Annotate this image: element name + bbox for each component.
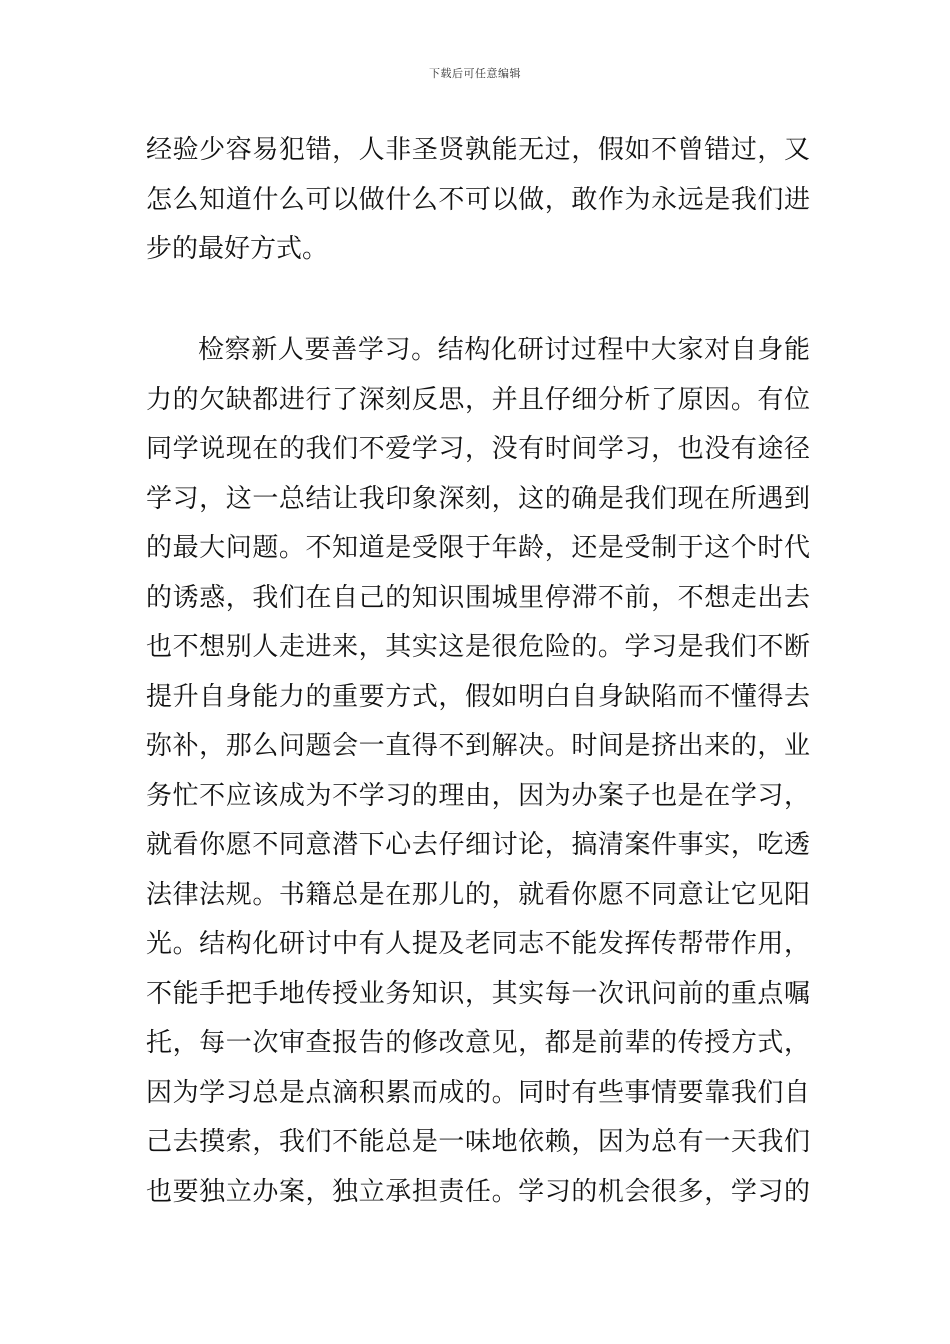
text-line: 不能手把手地传授业务知识，其实每一次讯问前的重点嘱 <box>146 978 810 1009</box>
text-line: 也要独立办案，独立承担责任。学习的机会很多，学习的 <box>146 1176 810 1207</box>
text-line: 也不想别人走进来，其实这是很危险的。学习是我们不断 <box>146 632 810 662</box>
text-line: 力的欠缺都进行了深刻反思，并且仔细分析了原因。有位 <box>146 384 810 415</box>
text-line: 务忙不应该成为不学习的理由，因为办案子也是在学习， <box>146 780 810 811</box>
text-line: 光。结构化研讨中有人提及老同志不能发挥传帮带作用， <box>146 929 810 959</box>
header-note: 下载后可任意编辑 <box>429 67 521 80</box>
text-line: 同学说现在的我们不爱学习，没有时间学习，也没有途径 <box>146 434 810 464</box>
text-line: 己去摸索，我们不能总是一味地依赖，因为总有一天我们 <box>146 1127 810 1157</box>
text-line: 提升自身能力的重要方式，假如明白自身缺陷而不懂得去 <box>146 681 810 712</box>
text-line: 就看你愿不同意潜下心去仔细讨论，搞清案件事实，吃透 <box>146 830 810 860</box>
text-line: 怎么知道什么可以做什么不可以做，敢作为永远是我们进 <box>146 184 810 215</box>
text-line: 因为学习总是点滴积累而成的。同时有些事情要靠我们自 <box>146 1077 810 1108</box>
text-line: 托，每一次审查报告的修改意见，都是前辈的传授方式， <box>146 1028 810 1058</box>
text-line: 的最大问题。不知道是受限于年龄，还是受制于这个时代 <box>146 533 810 563</box>
text-line: 法律法规。书籍总是在那儿的，就看你愿不同意让它见阳 <box>146 879 810 910</box>
text-line: 弥补，那么问题会一直得不到解决。时间是挤出来的，业 <box>146 731 810 761</box>
text-line: 学习，这一总结让我印象深刻，这的确是我们现在所遇到 <box>146 483 810 514</box>
paragraph-2 <box>146 326 810 1217</box>
text-line: 步的最好方式。 <box>146 234 329 264</box>
text-line: 经验少容易犯错，人非圣贤孰能无过，假如不曾错过，又 <box>146 135 810 165</box>
text-line: 的诱惑，我们在自己的知识围城里停滞不前，不想走出去 <box>146 582 810 613</box>
text-line: 检察新人要善学习。结构化研讨过程中大家对自身能 <box>198 335 810 365</box>
paragraph-1 <box>146 126 810 275</box>
